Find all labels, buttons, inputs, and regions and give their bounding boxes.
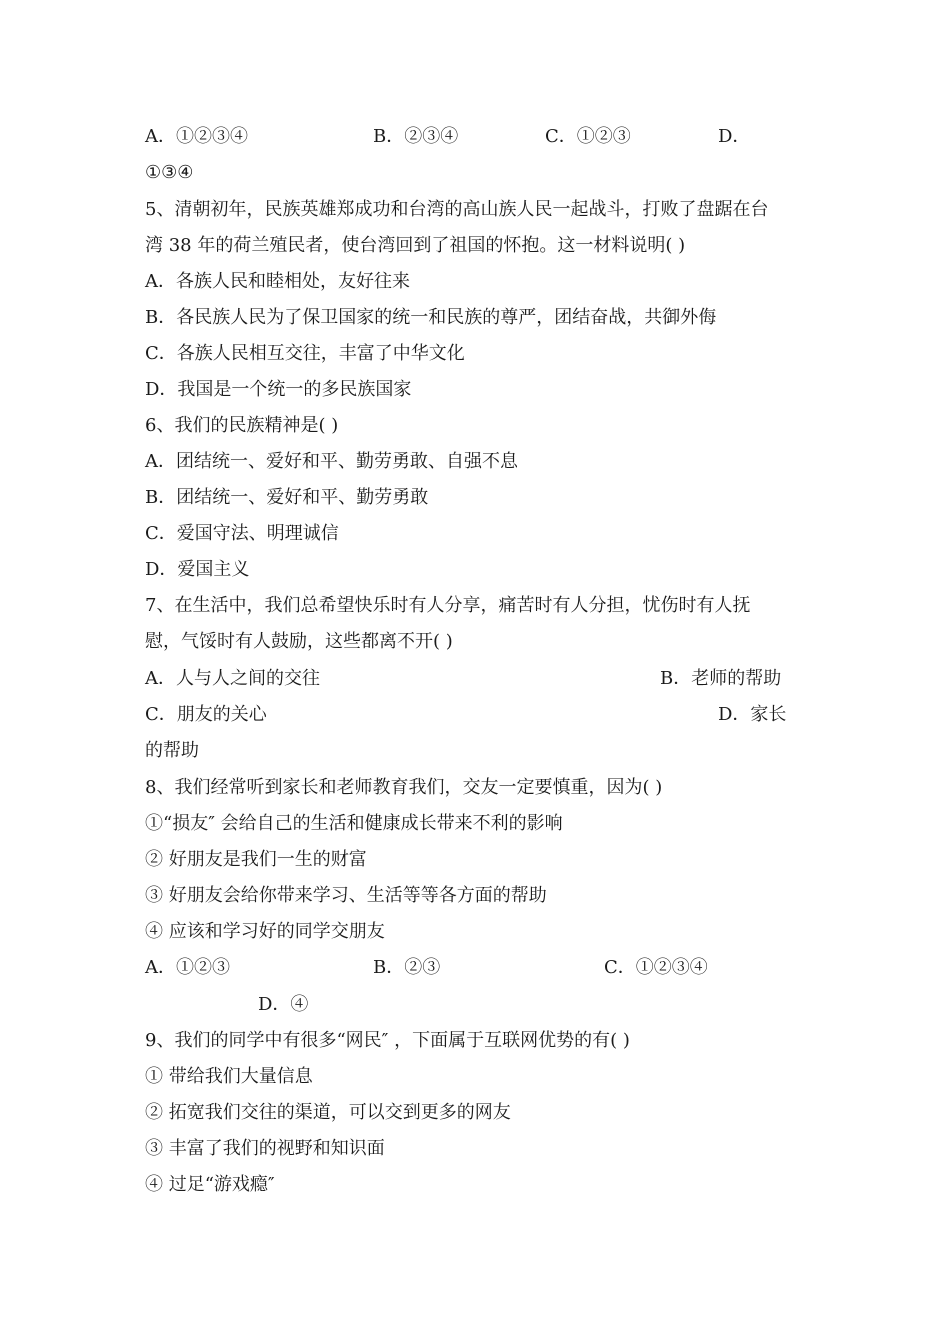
q5-stem-line1: 5、清朝初年，民族英雄郑成功和台湾的高山族人民一起战斗，打败了盘踞在台 <box>145 199 769 220</box>
q7-stem-line1: 7、在生活中，我们总希望快乐时有人分享，痛苦时有人分担，忧伤时有人抚 <box>145 595 751 616</box>
q8-option-a: A．①②③ <box>145 957 230 978</box>
q4-option-a: A．①②③④ <box>145 126 248 147</box>
q8-item-4: ④ 应该和学习好的同学交朋友 <box>145 921 385 942</box>
q9-item-1: ① 带给我们大量信息 <box>145 1066 313 1087</box>
q8-stem: 8、我们经常听到家长和老师教育我们，交友一定要慎重，因为( ) <box>145 777 663 798</box>
q6-option-a: A．团结统一、爱好和平、勤劳勇敢、自强不息 <box>145 451 518 472</box>
q7-option-d: D．家长 <box>718 704 787 725</box>
q9-item-4: ④ 过足“游戏瘾″ <box>145 1174 275 1195</box>
q7-stem-line2: 慰，气馁时有人鼓励，这些都离不开( ) <box>145 631 453 652</box>
q9-item-3: ③ 丰富了我们的视野和知识面 <box>145 1138 385 1159</box>
q7-option-a: A．人与人之间的交往 <box>145 668 320 689</box>
q5-option-a: A．各族人民和睦相处，友好往来 <box>145 271 410 292</box>
q5-option-b: B．各民族人民为了保卫国家的统一和民族的尊严，团结奋战，共御外侮 <box>145 307 717 328</box>
q5-stem-line2: 湾 38 年的荷兰殖民者，使台湾回到了祖国的怀抱。这一材料说明( ) <box>145 235 686 256</box>
q4-option-d-cont: ①③④ <box>145 162 194 183</box>
q7-option-b: B．老师的帮助 <box>660 668 782 689</box>
q9-item-2: ② 拓宽我们交往的渠道，可以交到更多的网友 <box>145 1102 511 1123</box>
q8-item-3: ③ 好朋友会给你带来学习、生活等等各方面的帮助 <box>145 885 547 906</box>
q7-option-d-cont: 的帮助 <box>145 740 199 761</box>
q8-option-d: D．④ <box>258 994 309 1015</box>
q9-stem: 9、我们的同学中有很多“网民″ ，下面属于互联网优势的有( ) <box>145 1030 630 1051</box>
q7-option-c: C．朋友的关心 <box>145 704 267 725</box>
q6-option-d: D．爱国主义 <box>145 559 250 580</box>
q6-stem: 6、我们的民族精神是( ) <box>145 415 339 436</box>
q4-option-d: D． <box>718 126 751 147</box>
q5-option-c: C．各族人民相互交往，丰富了中华文化 <box>145 343 465 364</box>
q8-item-1: ①“损友″ 会给自己的生活和健康成长带来不利的影响 <box>145 813 563 834</box>
q4-option-b: B．②③④ <box>373 126 459 147</box>
q6-option-b: B．团结统一、爱好和平、勤劳勇敢 <box>145 487 429 508</box>
q4-option-c: C．①②③ <box>545 126 631 147</box>
q8-option-c: C．①②③④ <box>604 957 708 978</box>
q8-option-b: B．②③ <box>373 957 441 978</box>
q6-option-c: C．爱国守法、明理诚信 <box>145 523 339 544</box>
q5-option-d: D．我国是一个统一的多民族国家 <box>145 379 412 400</box>
q8-item-2: ② 好朋友是我们一生的财富 <box>145 849 367 870</box>
